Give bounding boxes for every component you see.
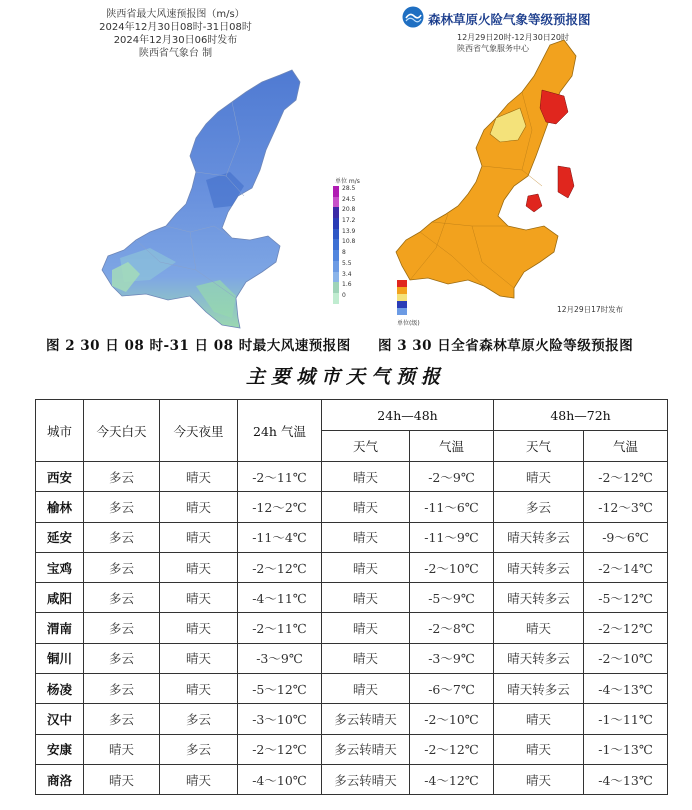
figure-3-caption: 图 3 30 日全省森林草原火险等级预报图 [378,338,634,354]
fire-map-agency: 陕西省气象服务中心 [457,44,529,53]
temp-24h: -3～10℃ [238,704,322,734]
city-name: 渭南 [36,613,84,643]
weather-48h: 晴天 [322,522,410,552]
fire-province-orange [396,40,576,298]
weather-48h: 多云转晴天 [322,734,410,764]
today-day-weather: 晴天 [84,734,160,764]
table-row [36,704,668,734]
table-row [36,462,668,492]
wind-map-period: 2024年12月30日08时-31日08时 [99,22,252,33]
fire-danger-map-panel [372,0,692,330]
header-48-72h: 48h—72h [494,400,668,431]
fire-map-period: 12月29日20时-12月30日20时 [457,33,569,42]
wind-scale-label: 20.8 [342,206,356,214]
today-day-weather: 多云 [84,643,160,673]
today-night-weather: 晴天 [160,674,238,704]
wind-color-scale [333,186,339,304]
temp-24h: -11～4℃ [238,522,322,552]
today-day-weather: 多云 [84,704,160,734]
weather-72h: 晴天 [494,704,584,734]
weather-48h: 晴天 [322,492,410,522]
today-day-weather: 多云 [84,583,160,613]
temp-24h: -2～11℃ [238,462,322,492]
weather-72h: 多云 [494,492,584,522]
shaanxi-wind-map [0,0,365,330]
city-name: 榆林 [36,492,84,522]
table-row [36,734,668,764]
header-temp-24h: 24h 气温 [238,400,322,462]
wind-scale-label: 24.5 [342,195,356,203]
weather-72h: 晴天 [494,613,584,643]
weather-48h: 晴天 [322,613,410,643]
temp-72h: -12～3℃ [584,492,668,522]
table-row [36,764,668,794]
wind-scale-label: 13.9 [342,227,356,235]
header-weather-72h: 天气 [494,431,584,462]
header-today-night: 今天夜里 [160,400,238,462]
today-day-weather: 多云 [84,613,160,643]
wind-map-agency: 陕西省气象台 制 [138,48,213,59]
city-name: 咸阳 [36,583,84,613]
today-night-weather: 晴天 [160,522,238,552]
temp-72h: -4～13℃ [584,764,668,794]
today-day-weather: 多云 [84,674,160,704]
weather-48h: 晴天 [322,583,410,613]
table-row [36,613,668,643]
temp-72h: -2～12℃ [584,613,668,643]
fire-map-issued: 12月29日17时发布 [557,305,624,314]
weather-72h: 晴天转多云 [494,643,584,673]
header-24-48h: 24h—48h [322,400,494,431]
header-city: 城市 [36,400,84,462]
today-day-weather: 晴天 [84,764,160,794]
today-night-weather: 多云 [160,734,238,764]
today-day-weather: 多云 [84,462,160,492]
table-row [36,583,668,613]
temp-48h: -2～10℃ [410,552,494,582]
fire-legend-unit: 单位(级) [397,320,420,327]
today-night-weather: 晴天 [160,462,238,492]
today-night-weather: 晴天 [160,613,238,643]
city-name: 杨凌 [36,674,84,704]
today-day-weather: 多云 [84,492,160,522]
header-temp-48h: 气温 [410,431,494,462]
temp-72h: -1～13℃ [584,734,668,764]
weather-72h: 晴天转多云 [494,522,584,552]
weather-48h: 多云转晴天 [322,764,410,794]
weather-48h: 晴天 [322,462,410,492]
temp-24h: -2～12℃ [238,552,322,582]
temp-48h: -2～8℃ [410,613,494,643]
temp-48h: -3～9℃ [410,643,494,673]
temp-72h: -2～10℃ [584,643,668,673]
city-name: 商洛 [36,764,84,794]
temp-48h: -2～10℃ [410,704,494,734]
header-today-day: 今天白天 [84,400,160,462]
today-night-weather: 多云 [160,704,238,734]
shaanxi-fire-danger-map [372,0,692,330]
temp-72h: -4～13℃ [584,674,668,704]
figure-2-caption: 图 2 30 日 08 时-31 日 08 时最大风速预报图 [46,338,351,354]
weather-72h: 晴天 [494,462,584,492]
temp-48h: -2～12℃ [410,734,494,764]
temp-72h: -2～14℃ [584,552,668,582]
wind-scale-label: 10.8 [342,238,356,246]
temp-72h: -2～12℃ [584,462,668,492]
header-weather-48h: 天气 [322,431,410,462]
today-day-weather: 多云 [84,552,160,582]
temp-24h: -12～2℃ [238,492,322,522]
today-night-weather: 晴天 [160,492,238,522]
wind-speed-map-panel [0,0,365,330]
temp-48h: -5～9℃ [410,583,494,613]
weather-48h: 晴天 [322,674,410,704]
table-row [36,522,668,552]
temp-24h: -3～9℃ [238,643,322,673]
temp-72h: -1～11℃ [584,704,668,734]
today-day-weather: 多云 [84,522,160,552]
fire-color-legend [397,280,407,315]
weather-48h: 晴天 [322,643,410,673]
temp-48h: -4～12℃ [410,764,494,794]
wind-map-title: 陕西省最大风速预报图（m/s） [106,9,245,20]
header-temp-72h: 气温 [584,431,668,462]
temp-24h: -4～10℃ [238,764,322,794]
today-night-weather: 晴天 [160,643,238,673]
table-row [36,674,668,704]
city-forecast-table [35,399,668,795]
wind-scale-label: 28.5 [342,185,356,192]
weather-48h: 晴天 [322,552,410,582]
temp-24h: -2～12℃ [238,734,322,764]
today-night-weather: 晴天 [160,583,238,613]
temp-24h: -4～11℃ [238,583,322,613]
weather-48h: 多云转晴天 [322,704,410,734]
temp-24h: -2～11℃ [238,613,322,643]
today-night-weather: 晴天 [160,552,238,582]
table-row [36,552,668,582]
fire-map-title: 森林草原火险气象等级预报图 [428,12,591,27]
wind-scale-label: 5.5 [342,259,352,267]
wind-scale-label: 1.6 [342,281,352,289]
city-name: 汉中 [36,704,84,734]
weather-72h: 晴天 [494,734,584,764]
table-row [36,492,668,522]
wind-legend-unit: 单位 m/s [335,178,360,185]
city-name: 西安 [36,462,84,492]
today-night-weather: 晴天 [160,764,238,794]
weather-72h: 晴天转多云 [494,674,584,704]
temp-72h: -9～6℃ [584,522,668,552]
weather-72h: 晴天 [494,764,584,794]
table-row [36,643,668,673]
temp-48h: -6～7℃ [410,674,494,704]
weather-72h: 晴天转多云 [494,583,584,613]
wind-scale-labels [342,184,355,302]
city-name: 安康 [36,734,84,764]
temp-48h: -11～9℃ [410,522,494,552]
wind-map-issued: 2024年12月30日06时发布 [113,35,238,46]
wind-scale-label: 0 [342,291,346,299]
table-title: 主要城市天气预报 [245,366,446,388]
wind-scale-label: 8 [342,249,346,257]
temp-72h: -5～12℃ [584,583,668,613]
weather-72h: 晴天转多云 [494,552,584,582]
city-name: 宝鸡 [36,552,84,582]
temp-24h: -5～12℃ [238,674,322,704]
wind-scale-label: 17.2 [342,217,356,225]
city-name: 铜川 [36,643,84,673]
wind-scale-label: 3.4 [342,270,352,278]
temp-48h: -2～9℃ [410,462,494,492]
city-name: 延安 [36,522,84,552]
temp-48h: -11～6℃ [410,492,494,522]
